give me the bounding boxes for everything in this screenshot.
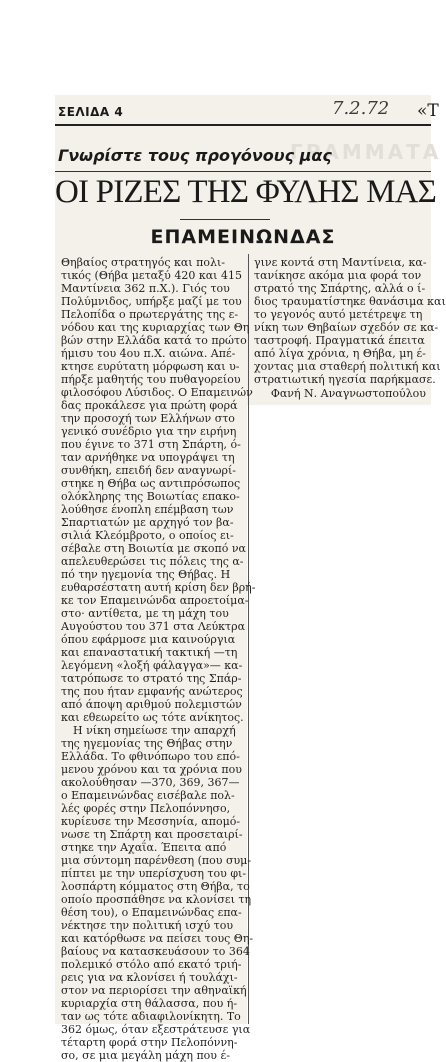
text-line: φιλοσόφου Λύσιδος. Ο Επαμεινών <box>61 386 253 399</box>
article-kicker: Γνωρίστε τους προγόνους μας <box>58 146 332 165</box>
text-line: οποίο προσπάθησε να κλονίσει τη <box>61 893 252 906</box>
author-signature: Φανή Ν. Αναγνωστοπούλου <box>270 387 426 400</box>
text-line: Θηβαίος στρατηγός και πολι- <box>61 256 225 269</box>
column-divider <box>248 254 249 1024</box>
text-line: γενικό συνέδριο για την ειρήνη <box>61 425 237 438</box>
text-line: ολόκληρης της Βοιωτίας επακο- <box>61 490 240 503</box>
text-line: πήρξε μαθητής του πυθαγορείου <box>61 373 241 386</box>
text-line: μενου χρόνου και τα χρόνια που <box>61 763 242 776</box>
article-subtitle: ΕΠΑΜΕΙΝΩΝΔΑΣ <box>150 226 336 248</box>
text-line: στρατό της Σπάρτης, αλλά ο ί- <box>254 282 426 295</box>
text-line: ήμισυ του 4ου π.Χ. αιώνα. Απέ- <box>61 347 236 360</box>
text-line: Σπαρτιατών με αρχηγό τον βα- <box>61 516 234 529</box>
text-line: τανίκησε ακόμα μια φορά τον <box>254 269 422 282</box>
text-line: Μαντίνεια 362 π.Χ.). Γιός του <box>61 282 230 295</box>
text-line: Ελλάδα. Το φθινόπωρο του επό- <box>61 750 240 763</box>
text-line: λεγόμενη «λοξή φάλαγγα»— κα- <box>61 659 243 672</box>
text-line: τατρόπωσε το στρατό της Σπάρ- <box>61 672 242 685</box>
text-line: τικός (Θήβα μεταξύ 420 και 415 <box>61 269 242 282</box>
text-line: νέκτησε την πολιτική ισχύ του <box>61 919 234 932</box>
text-line: ο Επαμεινώνδας εισέβαλε πολ- <box>61 789 235 802</box>
text-line: λοσπάρτη κόμματος στη Θήβα, το <box>61 880 250 893</box>
text-line: κυριαρχία στη θάλασσα, που ή- <box>61 997 238 1010</box>
text-line: και εθεωρείτο ως τότε ανίκητος. <box>61 711 244 724</box>
text-line: βών στην Ελλάδα κατά το πρώτο <box>61 334 247 347</box>
text-line: νίκη των Θηβαίων σχεδόν σε κα- <box>254 321 439 334</box>
text-line: στηκε η Θήβα ως αντιπρόσωπος <box>61 477 241 490</box>
text-line: σιλιά Κλεόμβροτο, ο οποίος ει- <box>61 529 234 542</box>
text-line: λούθησε ένοπλη επέμβαση των <box>61 503 234 516</box>
text-line: Αυγούστου του 371 στα Λεύκτρα <box>61 620 246 633</box>
text-line: 362 όμως, όταν εξεστράτευσε για <box>61 1023 251 1036</box>
text-line: κτησε ευρύτατη μόρφωση και υ- <box>61 360 240 373</box>
text-line: πολεμικό στόλο από εκατό τριή- <box>61 958 242 971</box>
text-line: χοντας μια σταθερή πολιτική και <box>254 360 441 373</box>
text-line: και επαναστατική τακτική —τη <box>61 646 238 659</box>
text-line: σο, σε μια μεγάλη μάχη που έ- <box>61 1049 230 1062</box>
article-title: ΟΙ ΡΙΖΕΣ ΤΗΣ ΦΥΛΗΣ ΜΑΣ <box>55 174 437 210</box>
clipped-header-text: «Τ <box>417 101 439 121</box>
text-line: και κατόρθωσε να πείσει τους Θη- <box>61 932 254 945</box>
text-line: βαίους να κατασκευάσουν το 364 <box>61 945 250 958</box>
article-right-column <box>254 256 446 400</box>
text-line: ταν ως τότε αδιαφιλονίκητη. Το <box>61 1010 241 1023</box>
text-line: Πολύμνιδος, υπήρξε μαζί με του <box>61 295 242 308</box>
text-line: πό την ηγεμονία της Θήβας. Η <box>61 568 231 581</box>
handwritten-date: 7.2.72 <box>332 98 390 119</box>
title-rule <box>180 219 270 220</box>
text-line: γινε κοντά στη Μαντίνεια, κα- <box>254 256 427 269</box>
text-line: από λίγα χρόνια, η Θήβα, μη έ- <box>254 347 426 360</box>
bleed-through-text: ΓΡΑΜΜΑΤΑ <box>290 140 442 164</box>
text-line: στρατιωτική ηγεσία παρήκμασε. <box>254 373 436 386</box>
text-line: της που ήταν εμφανής ανώτερος <box>61 685 243 698</box>
page-header <box>55 98 439 126</box>
text-line: στον να περιορίσει την αθηναϊκή <box>61 984 247 997</box>
text-line: της ηγεμονίας της Θήβας στην <box>61 737 233 750</box>
text-line: Η νίκη σημείωσε την απαρχή <box>73 724 236 737</box>
text-line: λές φορές στην Πελοπόννησο, <box>61 802 231 815</box>
text-line: πίπτει με την υπερίσχυση του φι- <box>61 867 247 880</box>
text-line: τέταρτη φορά στην Πελοπόννη- <box>61 1036 238 1049</box>
text-line: κυρίευσε την Μεσσηνία, απομό- <box>61 815 241 828</box>
text-line: νόδου και της κυριαρχίας των Θη <box>61 321 250 334</box>
text-line: θέση του), ο Επαμεινώνδας επα- <box>61 906 242 919</box>
text-line: ταν αρνήθηκε να υπογράψει τη <box>61 451 235 464</box>
text-line: σέβαλε στη Βοιωτία με σκοπό να <box>61 542 246 555</box>
text-line: όπου εφάρμοσε μια καινούργια <box>61 633 236 646</box>
text-line: μια σύντομη παρένθεση (που συμ- <box>61 854 252 867</box>
text-line: την προσοχή των Ελλήνων στο <box>61 412 235 425</box>
text-line: κε τον Επαμεινώνδα απροετοίμα- <box>61 594 249 607</box>
text-line: το γεγονός αυτό μετέτρεψε τη <box>254 308 423 321</box>
text-line: ρεις για να κλονίσει ή τουλάχι- <box>61 971 238 984</box>
text-line: που έγινε το 371 στη Σπάρτη, ό- <box>61 438 241 451</box>
text-line: νωσε τη Σπάρτη και προσεταιρί- <box>61 828 243 841</box>
text-line: στηκε την Αχαΐα. Έπειτα από <box>61 841 227 854</box>
page-number-label: ΣΕΛΙΔΑ 4 <box>58 105 124 119</box>
text-line: ευθαρσέστατη αυτή κρίση δεν βρή- <box>61 581 256 594</box>
text-line: στο· αντίθετα, με τη μάχη του <box>61 607 229 620</box>
text-line: από άποψη αριθμού πολεμιστών <box>61 698 242 711</box>
text-line: συνθήκη, επειδή δεν αναγνωρί- <box>61 464 236 477</box>
text-line: Πελοπίδα ο πρωτεργάτης της ε- <box>61 308 239 321</box>
text-line: απελευθερώσει τις πόλεις της α- <box>61 555 244 568</box>
text-line: ακολούθησαν —370, 369, 367— <box>61 776 240 789</box>
text-line: διος τραυματίστηκε θανάσιμα και <box>254 295 446 308</box>
text-line: ταστροφή. Πραγματικά έπειτα <box>254 334 425 347</box>
text-line: δας προκάλεσε για πρώτη φορά <box>61 399 238 412</box>
article-left-column <box>61 256 256 1062</box>
